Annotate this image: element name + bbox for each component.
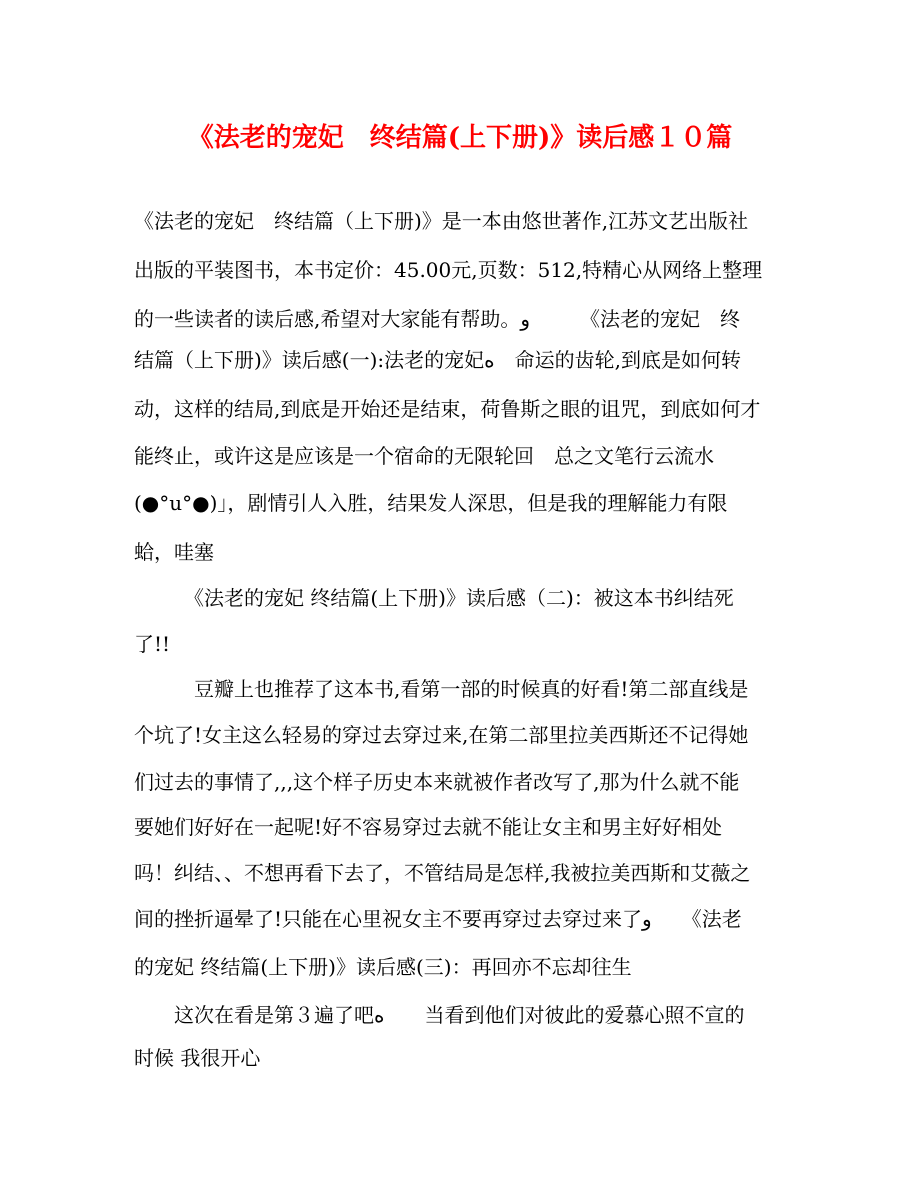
paragraph-line: 个坑了!女主这么轻易的穿过去穿过来,在第二部里拉美西斯还不记得她 <box>134 723 749 747</box>
paragraph-line: 能终止，或许这是应该是一个宿命的无限轮回 总之文笔行云流水 <box>134 444 714 468</box>
paragraph-line: 吗！纠结、、不想再看下去了，不管结局是怎样,我被拉美西斯和艾薇之 <box>134 861 751 885</box>
paragraph-line: 《法老的宠妃 终结篇（上下册)》是一本由悠世著作,江苏文艺出版社 <box>134 209 749 233</box>
paragraph-line: 时候 我很开心 <box>134 1046 261 1070</box>
paragraph-line: 了!! <box>134 632 171 656</box>
paragraph-line: 结篇（上下册)》读后感(一):法老的宠妃ﻩ 命运的齿轮,到底是如何转 <box>134 348 741 372</box>
paragraph-line: 们过去的事情了,,,这个样子历史本来就被作者改写了,那为什么就不能 <box>134 770 740 794</box>
paragraph-line: 要她们好好在一起呢!好不容易穿过去就不能让女主和男主好好相处 <box>134 815 723 839</box>
paragraph-line: 的宠妃 终结篇(上下册)》读后感(三)：再回亦不忘却往生 <box>134 955 632 979</box>
paragraph-line: 豆瓣上也推荐了这本书,看第一部的时候真的好看!第二部直线是 <box>194 677 749 701</box>
paragraph-line: 这次在看是第３遍了吧ﻩ 当看到他们对彼此的爱慕心照不宣的 <box>174 1003 745 1027</box>
paragraph-line: 间的挫折逼晕了!只能在心里祝女主不要再穿过去穿过来了و 《法老 <box>134 907 742 931</box>
paragraph-line: 出版的平装图书，本书定价：45.00元,页数：512,特精心从网络上整理 <box>134 258 763 282</box>
paragraph-line: 蛤，哇塞 <box>134 540 214 564</box>
paragraph-line: 《法老的宠妃 终结篇(上下册)》读后感（二)：被这本书纠结死 <box>184 586 734 610</box>
paragraph-line: 动，这样的结局,到底是开始还是结束，荷鲁斯之眼的诅咒，到底如何才 <box>134 397 761 421</box>
document-title: 《法老的宠妃 终结篇(上下册)》读后感１０篇 <box>187 123 733 153</box>
paragraph-line: (●°u°●)」，剧情引人入胜，结果发人深思，但是我的理解能力有限 <box>134 491 728 515</box>
paragraph-line: 的一些读者的读后感,希望对大家能有帮助。و 《法老的宠妃 终 <box>134 307 741 331</box>
